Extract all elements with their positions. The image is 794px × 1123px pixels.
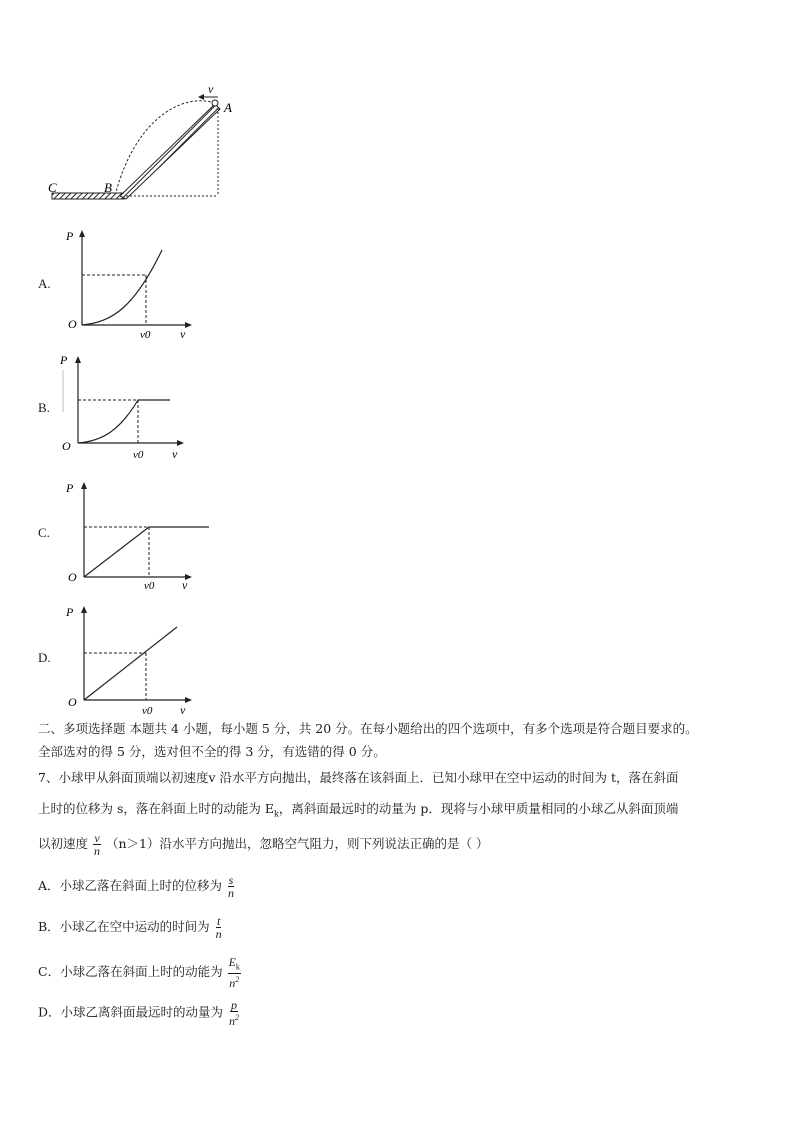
option-c-label: C. (38, 525, 50, 540)
label-v: v (208, 82, 214, 96)
graph-b (58, 350, 198, 466)
svg-text:v: v (180, 327, 186, 341)
option-b[interactable]: B．小球乙在空中运动的时间为 $\frac{t}{n}$ (38, 914, 222, 941)
curve-d (84, 627, 177, 700)
section-header-line2: 全部选对的得 5 分，选对但不全的得 3 分，有选错的得 0 分。 (38, 744, 386, 759)
ground-surface (52, 193, 124, 199)
svg-text:O: O (68, 317, 77, 331)
svg-text:v: v (182, 578, 188, 592)
label-B: B (104, 180, 112, 195)
option-a[interactable]: A．小球乙落在斜面上时的位移为 $\frac{s}{n}$ (38, 873, 235, 900)
svg-text:v0: v0 (133, 449, 144, 461)
svg-text:O: O (68, 570, 77, 584)
svg-text:v: v (180, 703, 186, 717)
projectile-trajectory (116, 101, 215, 192)
option-c[interactable]: C．小球乙落在斜面上时的动能为 $\frac{E_k}{n^2}$ (38, 955, 240, 991)
option-d-label: D. (38, 650, 51, 665)
svg-text:v0: v0 (144, 580, 155, 592)
svg-text:P: P (66, 481, 74, 495)
svg-text:v: v (172, 447, 178, 461)
svg-text:P: P (60, 353, 68, 367)
graph-c (62, 476, 212, 594)
svg-text:O: O (62, 439, 71, 453)
svg-text:v0: v0 (142, 705, 153, 717)
question-line3: 以初速度 $\frac{v}{n}$ （n＞1）沿水平方向抛出，忽略空气阻力，则下列说法正确的是（ ） (38, 831, 489, 858)
graph-d (62, 600, 202, 718)
option-b-label: B. (38, 400, 50, 415)
option-d[interactable]: D．小球乙离斜面最远时的动量为 $\frac{p}{n^2}$ (38, 998, 240, 1028)
section-header-line1: 二、多项选择题 本题共 4 小题，每小题 5 分，共 20 分。在每小题给出的四个选项中，有多个选项是符合题目要求的。 (38, 721, 698, 736)
option-a-label: A. (38, 276, 51, 291)
velocity-arrow-icon (198, 94, 204, 100)
curve-b (78, 400, 170, 443)
svg-text:O: O (68, 695, 77, 709)
ball (212, 100, 218, 106)
curve-c (84, 527, 209, 577)
svg-text:P: P (66, 229, 74, 243)
label-C: C (48, 180, 57, 195)
label-A: A (224, 100, 232, 115)
incline-figure (40, 82, 240, 207)
svg-text:P: P (66, 605, 74, 619)
incline-surface (120, 104, 220, 199)
question-line1: 7、小球甲从斜面顶端以初速度v 沿水平方向抛出，最终落在该斜面上．已知小球甲在空中运动的时间为 t，落在斜面 (38, 770, 679, 785)
curve-a (82, 250, 162, 325)
graph-a (62, 226, 202, 344)
svg-text:v0: v0 (140, 329, 151, 341)
question-line2: 上时的位移为 s，落在斜面上时的动能为 $E_k$，离斜面最远时的动量为 p．现将与小球甲质量相同的小球乙从斜面顶端 (38, 801, 679, 819)
